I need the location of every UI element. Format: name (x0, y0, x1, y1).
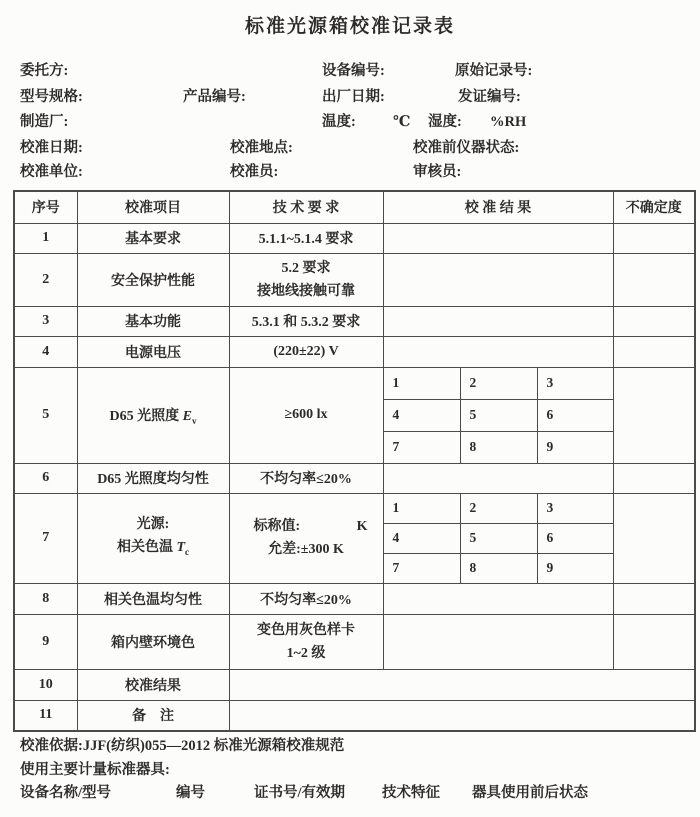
requirement-line: 变色用灰色样卡 (257, 622, 355, 638)
item-cell: 箱内壁环境色 (77, 614, 229, 669)
item-cell: 电源电压 (77, 336, 229, 367)
row-no: 5 (14, 367, 77, 463)
measurement-point-grid (384, 368, 613, 463)
table-row (14, 583, 695, 614)
measurement-point: 4 (384, 524, 461, 554)
row-no: 8 (14, 583, 77, 614)
header-uncertainty: 不确定度 (613, 191, 695, 223)
field-label-original-record-no: 原始记录号: (455, 63, 533, 79)
standards-col-device-name: 设备名称/型号 (20, 785, 112, 801)
requirement-line (230, 515, 383, 538)
measurement-point: 1 (384, 368, 461, 400)
item-cell: 安全保护性能 (77, 253, 229, 306)
row-no: 4 (14, 336, 77, 367)
standards-col-state-before-after: 器具使用前后状态 (472, 785, 588, 801)
item-cell: 校准结果 (77, 669, 229, 700)
requirement-line: 5.2 要求 (281, 260, 331, 276)
item-subscript: v (191, 415, 197, 426)
measurement-point: 9 (546, 439, 554, 454)
measurement-point: 7 (384, 432, 461, 463)
row-no: 3 (14, 306, 77, 336)
result-cell (383, 306, 613, 336)
requirement-cell: 5.3.1 和 5.3.2 要求 (229, 306, 383, 336)
merged-result-cell (229, 669, 695, 700)
row-no: 11 (14, 700, 77, 731)
table-row (14, 463, 695, 493)
field-label-calibration-date: 校准日期: (20, 140, 83, 156)
measurement-point: 1 (384, 494, 461, 524)
item-symbol: E (182, 408, 192, 424)
uncertainty-cell (613, 493, 695, 583)
standards-heading: 使用主要计量标准器具: (20, 762, 170, 778)
calibration-basis: 校准依据:JJF(纺织)055—2012 标准光源箱校准规范 (20, 738, 345, 754)
header-no: 序号 (14, 191, 77, 223)
table-row (14, 253, 695, 306)
measurement-point: 8 (461, 554, 538, 583)
uncertainty-cell (613, 614, 695, 669)
item-label: 相关色温 (116, 539, 177, 555)
table-row (14, 614, 695, 669)
uncertainty-cell (613, 336, 695, 367)
nominal-value-unit: K (356, 519, 368, 534)
uncertainty-cell (613, 253, 695, 306)
header-requirement: 技 术 要 求 (229, 191, 383, 223)
field-label-client: 委托方: (20, 63, 69, 79)
measurement-point: 3 (538, 494, 614, 524)
field-label-factory-date: 出厂日期: (322, 89, 385, 105)
requirement-cell: 5.1.1~5.1.4 要求 (229, 223, 383, 253)
result-cell (383, 253, 613, 306)
field-label-calibrator: 校准员: (230, 164, 279, 180)
measurement-point-grid (384, 494, 613, 583)
measurement-point: 9 (546, 560, 554, 575)
requirement-cell: ≥600 lx (229, 367, 383, 463)
uncertainty-cell (613, 463, 695, 493)
standards-col-technical-features: 技术特征 (382, 785, 440, 801)
row-no: 10 (14, 669, 77, 700)
table-row (14, 700, 695, 731)
measurement-point: 4 (384, 400, 461, 432)
field-label-calibration-org: 校准单位: (20, 164, 83, 180)
measurement-point: 5 (461, 524, 538, 554)
measurement-point: 7 (384, 554, 461, 583)
measurement-point: 3 (538, 368, 614, 400)
result-cell (383, 614, 613, 669)
standards-col-number: 编号 (176, 785, 205, 801)
table-row (14, 336, 695, 367)
measurement-point: 6 (538, 400, 614, 432)
merged-result-cell (229, 700, 695, 731)
item-cell: 备 注 (77, 700, 229, 731)
requirement-line: 接地线接触可靠 (257, 283, 355, 299)
item-cell (77, 367, 229, 463)
item-cell: 基本要求 (77, 223, 229, 253)
field-label-humidity: 湿度: (428, 114, 462, 130)
field-label-certificate-no: 发证编号: (458, 89, 521, 105)
result-grid-cell (383, 367, 613, 463)
result-cell (383, 336, 613, 367)
table-header-row (14, 191, 695, 223)
measurement-point: 2 (461, 368, 538, 400)
field-label-manufacturer: 制造厂: (20, 114, 69, 130)
field-label-pre-cal-instrument-state: 校准前仪器状态: (413, 140, 520, 156)
result-cell (383, 223, 613, 253)
calibration-table (13, 190, 696, 732)
row-no: 6 (14, 463, 77, 493)
requirement-cell (229, 493, 383, 583)
requirement-cell: (220±22) V (229, 336, 383, 367)
table-row (14, 306, 695, 336)
item-subscript: c (185, 546, 190, 557)
table-row (14, 223, 695, 253)
item-symbol: T (176, 539, 186, 555)
requirement-cell: 不均匀率≤20% (229, 583, 383, 614)
field-label-calibration-place: 校准地点: (230, 140, 293, 156)
uncertainty-cell (613, 306, 695, 336)
requirement-cell: 不均匀率≤20% (229, 463, 383, 493)
measurement-point: 6 (538, 524, 614, 554)
header-item: 校准项目 (77, 191, 229, 223)
table-row (14, 367, 695, 463)
humidity-unit: %RH (490, 114, 527, 130)
result-cell (383, 463, 613, 493)
uncertainty-cell (613, 583, 695, 614)
item-line (78, 536, 229, 564)
page-title: 标准光源箱校准记录表 (244, 16, 455, 37)
header-result: 校 准 结 果 (383, 191, 613, 223)
result-grid-cell (383, 493, 613, 583)
measurement-point: 5 (461, 400, 538, 432)
measurement-point: 8 (461, 432, 538, 463)
result-cell (383, 583, 613, 614)
measurement-point: 2 (461, 494, 538, 524)
item-cell: D65 光照度均匀性 (77, 463, 229, 493)
item-cell (77, 493, 229, 583)
item-cell: 相关色温均匀性 (77, 583, 229, 614)
nominal-value-label: 标称值: (253, 519, 301, 534)
row-no: 2 (14, 253, 77, 306)
field-label-product-no: 产品编号: (183, 89, 246, 105)
item-cell: 基本功能 (77, 306, 229, 336)
item-line: 光源: (136, 516, 170, 532)
table-row (14, 669, 695, 700)
requirement-cell (229, 614, 383, 669)
field-label-model-spec: 型号规格: (20, 89, 83, 105)
requirement-line: 1~2 级 (286, 645, 326, 661)
uncertainty-cell (613, 367, 695, 463)
table-row (14, 493, 695, 583)
item-label: D65 光照度 (109, 408, 183, 424)
row-no: 1 (14, 223, 77, 253)
standards-col-certificate-validity: 证书号/有效期 (254, 785, 346, 801)
row-no: 7 (14, 493, 77, 583)
temperature-unit: ℃ (393, 114, 411, 130)
uncertainty-cell (613, 223, 695, 253)
row-no: 9 (14, 614, 77, 669)
requirement-line: 允差:±300 K (268, 542, 344, 557)
field-label-equipment-no: 设备编号: (322, 63, 385, 79)
field-label-temperature: 温度: (322, 114, 356, 130)
field-label-reviewer: 审核员: (413, 164, 462, 180)
requirement-cell (229, 253, 383, 306)
